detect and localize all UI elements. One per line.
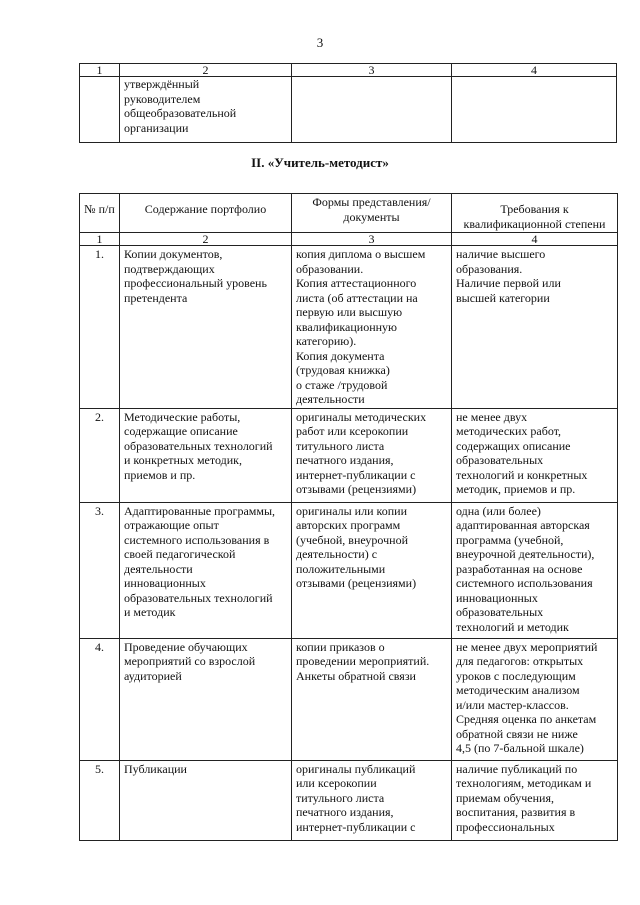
table-row [80, 246, 618, 409]
row-content: Проведение обучающих мероприятий со взрослой аудиторией [120, 638, 292, 760]
row-forms: копия диплома о высшем образовании. Копия аттестационного листа (об аттестации на первую или высшую квалификационную категорию). Копия документа (трудовая книжка) о стаже /трудовой деятельности [292, 246, 452, 409]
row-content: Публикации [120, 760, 292, 840]
header-requirements: Требования к квалификационной степени [452, 194, 618, 233]
table-cell [80, 77, 120, 143]
index-cell: 1 [80, 233, 120, 246]
table-index-row [80, 233, 618, 246]
row-requirements: одна (или более) адаптированная авторская программа (учебной, внеурочной деятельности), разработанная на основе системного использования инновационных образовательных технологий и методик [452, 502, 618, 638]
row-forms: копии приказов о проведении мероприятий. Анкеты обратной связи [292, 638, 452, 760]
table-row [80, 408, 618, 502]
row-content: Копии документов, подтверждающих профессиональный уровень претендента [120, 246, 292, 409]
table-header-row [80, 194, 618, 233]
table-row [80, 502, 618, 638]
row-number: 3. [80, 502, 120, 638]
row-forms: оригиналы методических работ или ксерокопии титульного листа печатного издания, интернет-публикации с отзывами (рецензиями) [292, 408, 452, 502]
table-row [80, 760, 618, 840]
row-content: Методические работы, содержащие описание образовательных технологий и конкретных методик, приемов и пр. [120, 408, 292, 502]
row-content: Адаптированные программы, отражающие опыт системного использования в своей педагогической деятельности инновационных образовательных технологий и методик [120, 502, 292, 638]
table-cell: утверждённый руководителем общеобразовательной организации [120, 77, 292, 143]
table-cell [292, 77, 452, 143]
row-number: 1. [80, 246, 120, 409]
row-number: 2. [80, 408, 120, 502]
row-requirements: наличие публикаций по технологиям, методикам и приемам обучения, воспитания, развития в профессиональных [452, 760, 618, 840]
index-cell: 2 [120, 64, 292, 77]
header-forms: Формы представления/ документы [292, 194, 452, 233]
row-number: 5. [80, 760, 120, 840]
header-content: Содержание портфолио [120, 194, 292, 233]
continued-table [79, 63, 617, 143]
header-number: № п/п [80, 194, 120, 233]
row-requirements: наличие высшего образования. Наличие первой или высшей категории [452, 246, 618, 409]
index-cell: 3 [292, 64, 452, 77]
row-number: 4. [80, 638, 120, 760]
row-requirements: не менее двух методических работ, содержащих описание образовательных технологий и конкретных методик, приемов и пр. [452, 408, 618, 502]
index-cell: 4 [452, 64, 617, 77]
table-cell [452, 77, 617, 143]
row-forms: оригиналы или копии авторских программ (учебной, внеурочной деятельности) с положительными отзывами (рецензиями) [292, 502, 452, 638]
page-number: 3 [316, 35, 324, 50]
table-row [80, 77, 617, 143]
section-title: II. «Учитель-методист» [251, 155, 389, 170]
table-index-row [80, 64, 617, 77]
index-cell: 2 [120, 233, 292, 246]
index-cell: 4 [452, 233, 618, 246]
index-cell: 1 [80, 64, 120, 77]
table-row [80, 638, 618, 760]
index-cell: 3 [292, 233, 452, 246]
row-requirements: не менее двух мероприятий для педагогов: открытых уроков с последующим методическим анализом и/или мастер-классов. Средняя оценка по анкетам обратной связи не ниже 4,5 (по 7-бальной шкале) [452, 638, 618, 760]
row-forms: оригиналы публикаций или ксерокопии титульного листа печатного издания, интернет-публикации с [292, 760, 452, 840]
portfolio-table [79, 193, 618, 841]
